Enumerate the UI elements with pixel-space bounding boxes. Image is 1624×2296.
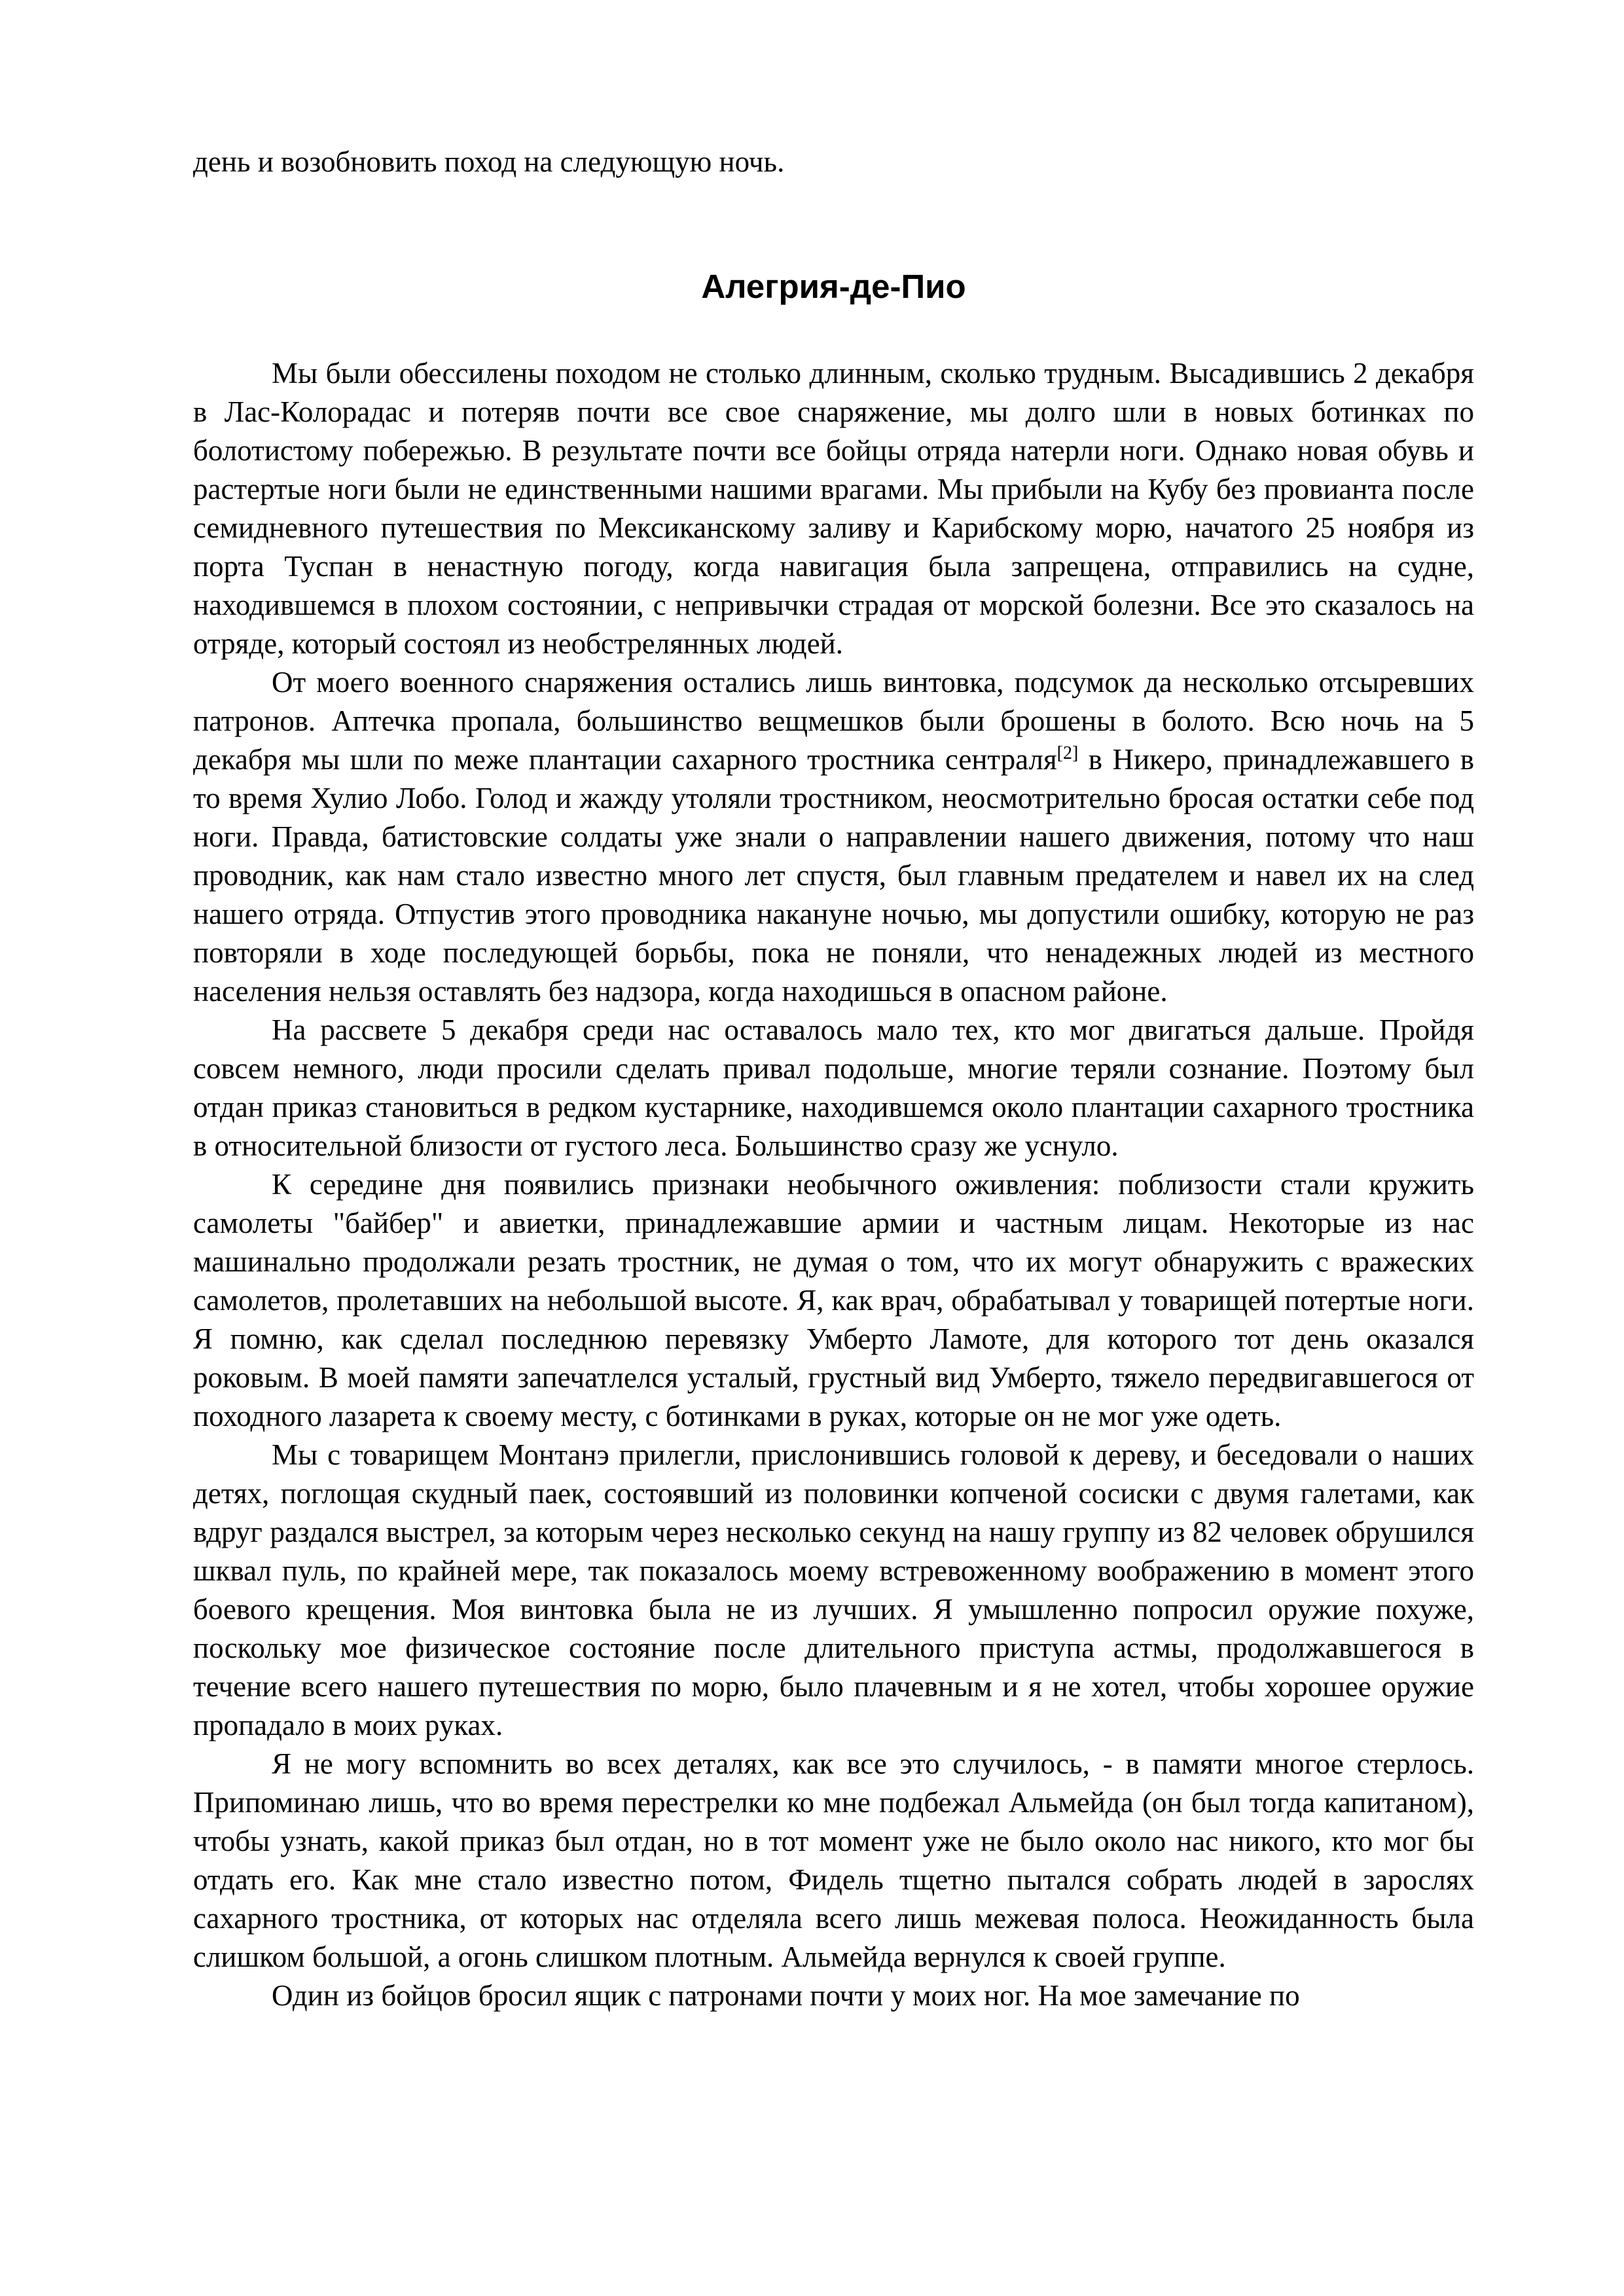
paragraph-1: Мы были обессилены походом не столько длинным, сколько трудным. Высадившись 2 декабря в Лас-Колорадас и потеряв почти все свое снаряжение, мы долго шли в новых ботинках по болотистому побережью. В результате почти все бойцы отряда натерли ноги. Однако новая обувь и растертые ноги были не единственными нашими врагами. Мы прибыли на Кубу без провианта после семидневного путешествия по Мексиканскому заливу и Карибскому морю, начатого 25 ноября из порта Туспан в ненастную погоду, когда навигация была запрещена, отправились на судне, находившемся в плохом состоянии, с непривычки страдая от морской болезни. Все это сказалось на отряде, который состоял из необстрелянных людей. xyxy=(193,357,1474,660)
lead-line: день и возобновить поход на следующую ночь. xyxy=(193,145,785,178)
paragraph-2-text-after: в Никеро, принадлежавшего в то время Хулио Лобо. Голод и жажду утоляли тростником, неосмотрительно бросая остатки себе под ноги. Правда, батистовские солдаты уже знали о направлении нашего движения, потому что наш проводник, как нам стало известно много лет спустя, был главным предателем и навел их на след нашего отряда. Отпустив этого проводника накануне ночью, мы допустили ошибку, которую не раз повторяли в ходе последующей борьбы, пока не поняли, что ненадежных людей из местного населения нельзя оставлять без надзора, когда находишься в опасном районе. xyxy=(193,743,1474,1008)
text-block xyxy=(193,143,1474,2015)
chapter-title: Алегрия-де-Пио xyxy=(701,268,966,305)
paragraph-2-text-before: От моего военного снаряжения остались лишь винтовка, подсумок да несколько отсыревших патронов. Аптечка пропала, большинство вещмешков были брошены в болото. Всю ночь на 5 декабря мы шли по меже плантации сахарного тростника сентраля xyxy=(193,666,1474,776)
footnote-reference[interactable]: [2] xyxy=(1056,743,1079,763)
paragraph-5: Мы с товарищем Монтанэ прилегли, прислонившись головой к дереву, и беседовали о наших детях, поглощая скудный паек, состоявший из половинки копченой сосиски с двумя галетами, как вдруг раздался выстрел, за которым через несколько секунд на нашу группу из 82 человек обрушился шквал пуль, по крайней мере, так показалось моему встревоженному воображению в момент этого боевого крещения. Моя винтовка была не из лучших. Я умышленно попросил оружие похуже, поскольку мое физическое состояние после длительного приступа астмы, продолжавшегося в течение всего нашего путешествия по морю, было плачевным и я не хотел, чтобы хорошее оружие пропадало в моих руках. xyxy=(193,1438,1474,1741)
paragraph-7: Один из бойцов бросил ящик с патронами почти у моих ног. На мое замечание по xyxy=(272,1979,1300,2012)
paragraph-2 xyxy=(193,663,1474,1011)
paragraph-6: Я не могу вспомнить во всех деталях, как все это случилось, - в памяти многое стерлось. Припоминаю лишь, что во время перестрелки ко мне подбежал Альмейда (он был тогда капитаном), чтобы узнать, какой приказ был отдан, но в тот момент уже не было около нас никого, кто мог бы отдать его. Как мне стало известно потом, Фидель тщетно пытался собрать людей в зарослях сахарного тростника, от которых нас отделяла всего лишь межевая полоса. Неожиданность была слишком большой, а огонь слишком плотным. Альмейда вернулся к своей группе. xyxy=(193,1747,1474,1973)
paragraph-4: К середине дня появились признаки необычного оживления: поблизости стали кружить самолеты "байбер" и авиетки, принадлежавшие армии и частным лицам. Некоторые из нас машинально продолжали резать тростник, не думая о том, что их могут обнаружить с вражеских самолетов, пролетавших на небольшой высоте. Я, как врач, обрабатывал у товарищей потертые ноги. Я помню, как сделал последнюю перевязку Умберто Ламоте, для которого тот день оказался роковым. В моей памяти запечатлелся усталый, грустный вид Умберто, тяжело передвигавшегося от походного лазарета к своему месту, с ботинками в руках, которые он не мог уже одеть. xyxy=(193,1168,1474,1432)
paragraph-3: На рассвете 5 декабря среди нас оставалось мало тех, кто мог двигаться дальше. Пройдя совсем немного, люди просили сделать привал подольше, многие теряли сознание. Поэтому был отдан приказ становиться в редком кустарнике, находившемся около плантации сахарного тростника в относительной близости от густого леса. Большинство сразу же уснуло. xyxy=(193,1013,1474,1162)
